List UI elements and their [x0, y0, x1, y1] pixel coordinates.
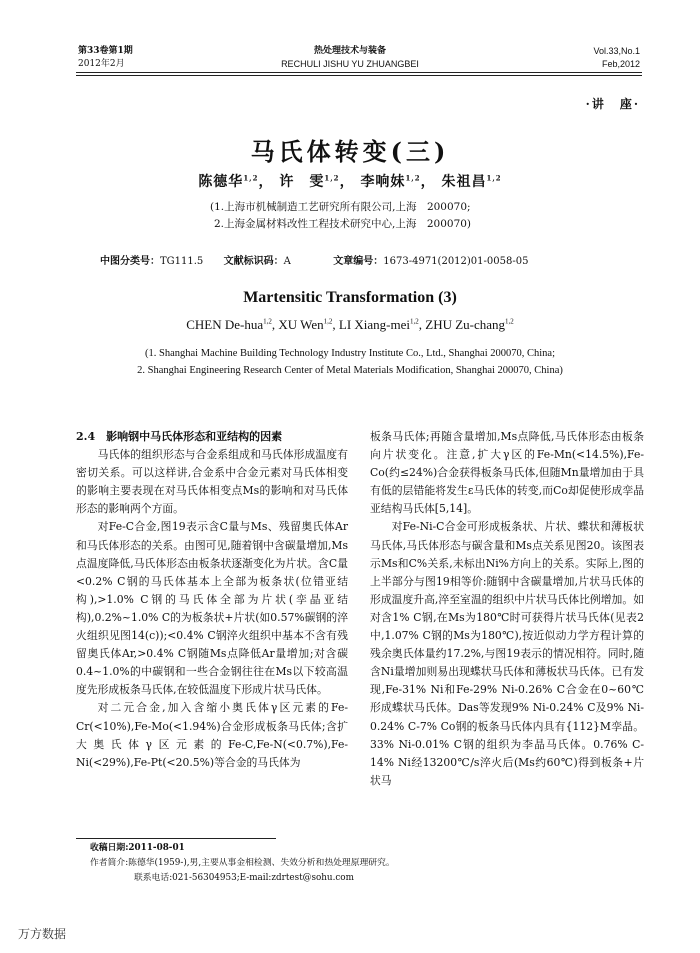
footnote-contact: 联系电话:021-56304953;E-mail:zdrtest@sohu.com — [134, 873, 354, 883]
header-rule-bottom — [76, 75, 642, 76]
footnote-received: 收稿日期:2011-08-01 — [90, 843, 185, 853]
article-number-label: 文章编号： — [333, 256, 384, 267]
journal-name: 热处理技术与装备 — [313, 46, 386, 56]
column-tag: ·讲 座· — [585, 97, 640, 111]
paragraph: 对二元合金,加入含缩小奥氏体γ区元素的Fe-Cr(<10%),Fe-Mo(<1.94%)合金形成板条马氏体;含扩大奥氏体γ区元素的Fe-C,Fe-N(<0.7%),Fe-Ni(<29%),Fe-Pt(<20.5%)等合金的马氏体为 — [76, 701, 348, 769]
header-rule-top — [76, 72, 642, 73]
affiliation-en-2: 2. Shanghai Engineering Research Center of Metal Materials Modification, Shanghai 200070, China) — [137, 365, 563, 376]
author-cn: 朱祖昌$^{1,2}$ — [441, 173, 502, 190]
journal-name-pinyin: RECHULI JISHU YU ZHUANGBEI — [281, 59, 419, 69]
volume-number: Vol.33,No.1 — [593, 46, 640, 56]
body-column-left — [76, 428, 348, 772]
affiliation-cn-2: 2.上海金属材料改性工程技术研究中心,上海 200070) — [214, 218, 472, 230]
affiliation-en-1: (1. Shanghai Machine Building Technology Industry Institute Co., Ltd., Shanghai 200070, China; — [145, 348, 555, 359]
section-heading: 2.4 影响钢中马氏体形态和亚结构的因素 — [76, 430, 283, 443]
paragraph: 马氏体的组织形态与合金系组成和马氏体形成温度有密切关系。可以这样讲,合金系中合金元素对马氏体相变的影响主要表现在对马氏体相变点Ms的影响和对马氏体形态的影响两个方面。 — [76, 448, 348, 516]
author-cn: 陈德华$^{1,2}$， — [198, 173, 274, 190]
journal-date: 2012年2月 — [78, 59, 125, 69]
footnote-rule — [76, 838, 276, 839]
clc-value: TG111.5 — [160, 256, 204, 267]
doc-code-value: A — [283, 256, 291, 267]
authors-en — [0, 317, 700, 333]
journal-issue: 第33卷第1期 — [78, 46, 133, 56]
affiliation-cn-1: (1.上海市机械制造工艺研究所有限公司,上海 200070; — [210, 201, 471, 213]
paragraph: 对Fe-C合金,图19表示含C量与Ms、残留奥氏体Ar和马氏体形态的关系。由图可见,随着钢中含碳量增加,Ms点温度降低,马氏体形态由板条状逐渐变化为片状。含C量<0.2% C钢的马氏体基本上全部为板条状(位错亚结构),>1.0% C钢的马氏体全部为片状(孪晶亚结构),0.2%~1.0% C的为板条状+片状(如0.57%碳钢的淬火组织见图14(c));<0.4% C钢淬火组织中基本不含有残留奥氏体Ar,>0.4% C钢随Ms点降低Ar量增加;对含碳0.4~1.0%的中碳钢和一些合金钢往往在Ms以下较高温度先形成板条马氏体,在较低温度下形成片状马氏体。 — [76, 520, 348, 697]
article-number-value: 1673-4971(2012)01-0058-05 — [383, 256, 529, 267]
watermark-text: 万方数据 — [18, 927, 67, 941]
author-en: CHEN De-hua$^{1,2}$, — [186, 317, 279, 332]
author-en: ZHU Zu-chang$^{1,2}$ — [425, 317, 514, 332]
author-en: XU Wen$^{1,2}$, — [278, 317, 339, 332]
issue-date: Feb,2012 — [601, 59, 640, 69]
paragraph: 板条马氏体;再随含量增加,Ms点降低,马氏体形态由板条向片状变化。注意,扩大γ区的Fe-Mn(<14.5%),Fe-Co(约≤24%)合金获得板条马氏体,但随Mn量增加由于具有低的层错能将发生ε马氏体的转变,而Co却促使形成孪晶亚结构马氏体[5,14]。 — [370, 430, 644, 516]
doc-code-label: 文献标识码： — [223, 256, 284, 267]
author-cn: 李响妹$^{1,2}$， — [360, 173, 436, 190]
clc-label: 中图分类号： — [100, 256, 160, 267]
paragraph: 对Fe-Ni-C合金可形成板条状、片状、蝶状和薄板状马氏体,马氏体形态与碳含量和Ms点关系见图20。该图表示Ms和C%关系,未标出Ni%方向上的关系。实际上,图的上半部分与图19相等价:随钢中含碳量增加,片状马氏体的形成温度升高,淬至室温的组织中片状马氏体比例增加。如对含1% C钢,在Ms为180℃时可获得片状马氏体(见表2中,1.07% C钢的Ms为180℃),按近似动力学方程计算的残余奥氏体量约17.2%,与图19表示的情况相符。同时,随含Ni量增加则易出现蝶状马氏体和薄板状马氏体。已有发现,Fe-31% Ni和Fe-29% Ni-0.26% C合金在0~60℃形成蝶状马氏体。Das等发现9% Ni-0.24% C及9% Ni-0.24% C-7% Co钢的板条马氏体内具有{112}M孪晶。33% Ni-0.01% C钢的组织为李晶马氏体。0.76% C-14% Ni经13200℃/s淬火后(Ms约60℃)得到板条+片状马 — [370, 520, 644, 787]
classification-line — [100, 252, 528, 267]
title-en: Martensitic Transformation (3) — [243, 289, 457, 306]
footnote-author-bio: 作者简介:陈德华(1959-),男,主要从事金相检测、失效分析和热处理原理研究。 — [90, 858, 395, 868]
author-cn: 许 雯$^{1,2}$， — [279, 173, 355, 190]
article-title: 马氏体转变(三) — [250, 137, 450, 166]
authors-cn — [0, 171, 700, 191]
author-en: LI Xiang-mei$^{1,2}$, — [338, 317, 426, 332]
body-column-right — [370, 428, 644, 790]
